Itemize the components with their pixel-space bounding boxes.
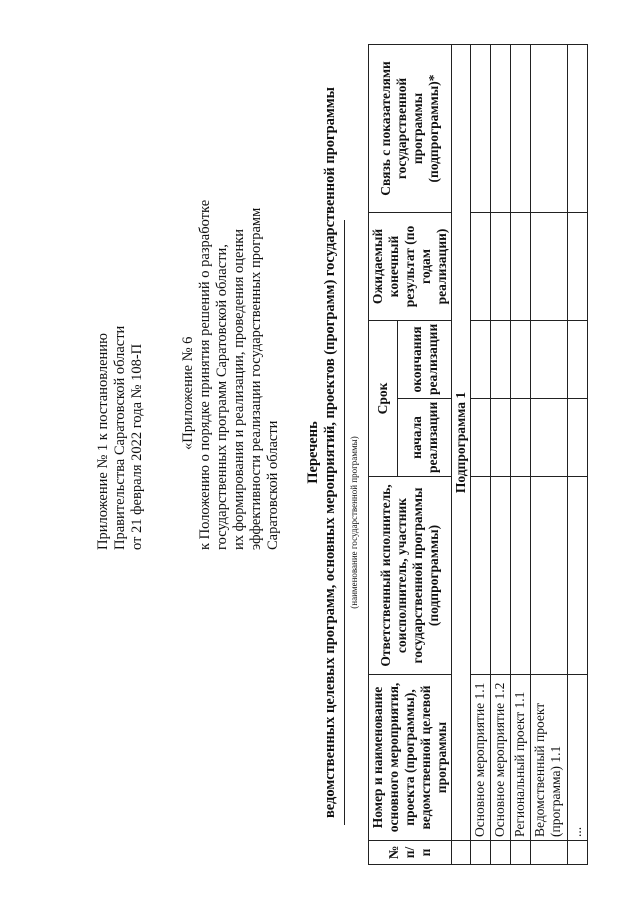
table-row: [471, 44, 491, 864]
annex6-header: [180, 200, 282, 550]
program-name-caption: (наименование государственной программы): [349, 436, 359, 609]
row-name: Региональный проект 1.1: [511, 675, 531, 841]
col-header-end: окончания реализации: [398, 320, 452, 398]
row-name: Основное мероприятие 1.1: [471, 675, 491, 841]
row-name: Основное мероприятие 1.2: [491, 675, 511, 841]
table-row: [531, 44, 568, 864]
program-name-underline: [344, 220, 345, 825]
programs-table: [368, 44, 588, 865]
annex6-line-5: Саратовской области: [265, 420, 281, 550]
annex6-title: «Приложение № 6: [180, 336, 196, 450]
annex6-line-1: к Положению о порядке принятия решений о разработке: [197, 199, 213, 550]
document-title: [305, 0, 339, 905]
col-header-num: № п/п: [369, 841, 452, 865]
col-header-responsible: Ответственный исполнитель, соисполнитель, участник государственной программы (подпрограммы): [369, 477, 452, 675]
annex6-line-2: государственных программ Саратовской области,: [214, 244, 230, 550]
appendix-line-1: Приложение № 1 к постановлению: [95, 333, 111, 550]
appendix-header: [95, 326, 146, 550]
table-row: [511, 44, 531, 864]
col-header-name: Номер и наименование основного мероприятия, проекта (программы), ведомственной целевой программы: [369, 675, 452, 841]
table-row: [568, 44, 588, 864]
subprogram-title: Подпрограмма 1: [452, 44, 471, 840]
col-header-result: Ожидаемый конечный результат (по годам реализации): [369, 212, 452, 320]
col-header-start: начала реализации: [398, 399, 452, 477]
annex6-line-3: их формирования и реализации, проведения оценки: [231, 228, 247, 550]
subprogram-num-cell: [452, 841, 471, 865]
col-header-term: Срок: [369, 320, 398, 476]
appendix-line-3: от 21 февраля 2022 года № 108-П: [129, 343, 145, 550]
row-name: ...: [568, 675, 588, 841]
appendix-line-2: Правительства Саратовской области: [112, 325, 128, 550]
annex6-line-4: эффективности реализации государственных программ: [248, 207, 264, 550]
row-name: Ведомственный проект (программа) 1.1: [531, 675, 568, 841]
title-line-1: Перечень: [305, 421, 321, 484]
table-row: [491, 44, 511, 864]
title-line-2: ведомственных целевых программ, основных мероприятий, проектов (программ) государственной программы: [322, 86, 338, 819]
col-header-link: Связь с показателями государственной программы (подпрограммы)*: [369, 44, 452, 212]
